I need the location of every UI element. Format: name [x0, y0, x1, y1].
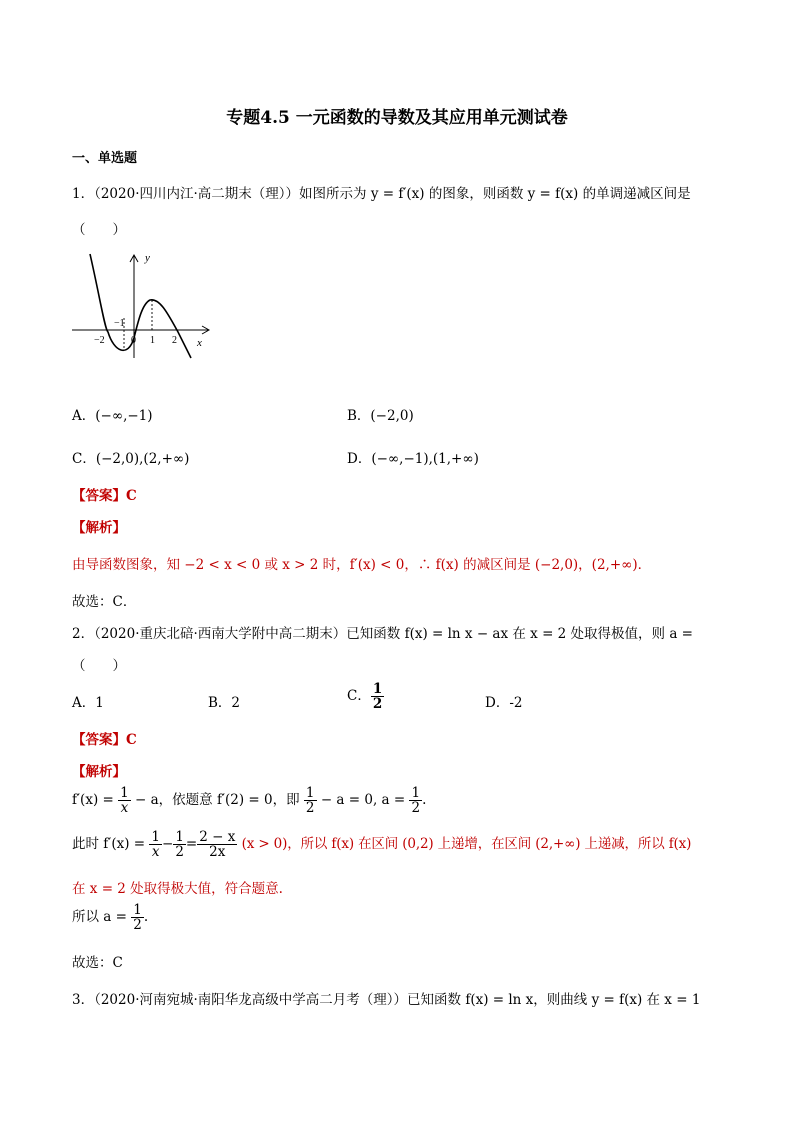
- text: .: [422, 792, 427, 809]
- fraction: [118, 786, 131, 815]
- numerator: 1: [305, 785, 315, 801]
- question-2-stem: 2．（2020·重庆北碚·西南大学附中高二期末）已知函数 f(x) = ln x − ax 在 x = 2 处取得极值，则 a =: [72, 626, 693, 642]
- denominator: 2: [175, 844, 184, 861]
- option-c-label: C．: [347, 688, 371, 705]
- fraction-one-half: [371, 682, 384, 711]
- tick-label-1: 1: [150, 335, 155, 346]
- option-b[interactable]: B．(−2,0): [347, 408, 414, 424]
- x-axis-label: x: [197, 337, 202, 349]
- tick-label-0: 0: [131, 335, 136, 346]
- analysis-label: 【解析】: [72, 520, 126, 536]
- conclusion-text: 故选：C: [72, 955, 123, 971]
- analysis-text: 由导函数图象，知 −2 < x < 0 或 x > 2 时，f′(x) < 0，∴ f(x) 的减区间是 (−2,0)，(2,+∞)．: [72, 557, 652, 573]
- question-1-stem: 1．（2020·四川内江·高二期末（理））如图所示为 y = f′(x) 的图象，则函数 y = f(x) 的单调递减区间是: [72, 186, 691, 202]
- denominator: 2x: [209, 844, 226, 861]
- answer-label: 【答案】C: [72, 488, 137, 504]
- answer-label: 【答案】C: [72, 732, 137, 748]
- text: f′(x) =: [72, 792, 114, 809]
- fraction: [173, 830, 186, 859]
- denominator: 2: [411, 800, 421, 817]
- section-heading: 一、单选题: [72, 151, 138, 166]
- numerator: 1: [372, 681, 383, 697]
- conclusion-text: 故选：C．: [72, 594, 137, 610]
- text: − a = 0, a =: [320, 792, 406, 809]
- numerator: 1: [120, 785, 129, 801]
- question-3-stem: 3．（2020·河南宛城·南阳华龙高级中学高二月考（理））已知函数 f(x) = ln x，则曲线 y = f(x) 在 x = 1: [72, 992, 701, 1008]
- text: − a，依题意 f′(2) = 0，即: [135, 792, 300, 809]
- tick-label-minus-2: −2: [94, 335, 105, 346]
- y-axis-label: y: [145, 252, 150, 264]
- fraction: [304, 786, 317, 815]
- question-2-paren: （ ）: [72, 658, 126, 674]
- fraction: [409, 786, 422, 815]
- text: .: [143, 909, 149, 926]
- derivative-graph: [72, 248, 217, 360]
- fraction: [149, 830, 162, 859]
- text: (x > 0)，所以 f(x) 在区间 (0,2) 上递增，在区间 (2,+∞) 上递减，所以 f(x): [241, 836, 692, 853]
- denominator: x: [120, 800, 129, 817]
- analysis-line-2: [72, 830, 691, 859]
- text: =: [185, 836, 198, 853]
- option-d[interactable]: D．(−∞,−1),(1,+∞): [347, 451, 479, 467]
- numerator: 1: [175, 829, 184, 845]
- tick-label-2: 2: [172, 335, 177, 346]
- option-d[interactable]: D．-2: [485, 695, 523, 711]
- denominator: x: [151, 844, 160, 861]
- text: −: [162, 836, 174, 853]
- option-a[interactable]: A．1: [72, 695, 104, 711]
- text: 此时 f′(x) =: [72, 836, 146, 853]
- analysis-line-3: 在 x = 2 处取得极大值，符合题意.: [72, 881, 283, 897]
- option-b[interactable]: B．2: [208, 695, 241, 711]
- denominator: 2: [133, 917, 142, 934]
- analysis-line-4: [72, 903, 148, 932]
- numerator: 1: [133, 902, 142, 918]
- page-title: 专题4.5 一元函数的导数及其应用单元测试卷: [226, 108, 568, 128]
- denominator: 2: [372, 696, 383, 713]
- fraction: [197, 830, 237, 859]
- denominator: 2: [305, 800, 315, 817]
- numerator: 1: [151, 829, 160, 845]
- analysis-line-1: [72, 786, 426, 815]
- option-c[interactable]: C．(−2,0),(2,+∞): [72, 451, 190, 467]
- numerator: 2 − x: [199, 829, 236, 845]
- text: 所以 a =: [72, 909, 127, 926]
- option-a[interactable]: A．(−∞,−1): [72, 408, 153, 424]
- tick-label-minus-1: −1: [114, 318, 125, 329]
- question-1-paren: （ ）: [72, 222, 126, 238]
- fraction: [131, 903, 144, 932]
- option-c[interactable]: [347, 682, 384, 711]
- analysis-label: 【解析】: [72, 764, 126, 780]
- numerator: 1: [411, 785, 421, 801]
